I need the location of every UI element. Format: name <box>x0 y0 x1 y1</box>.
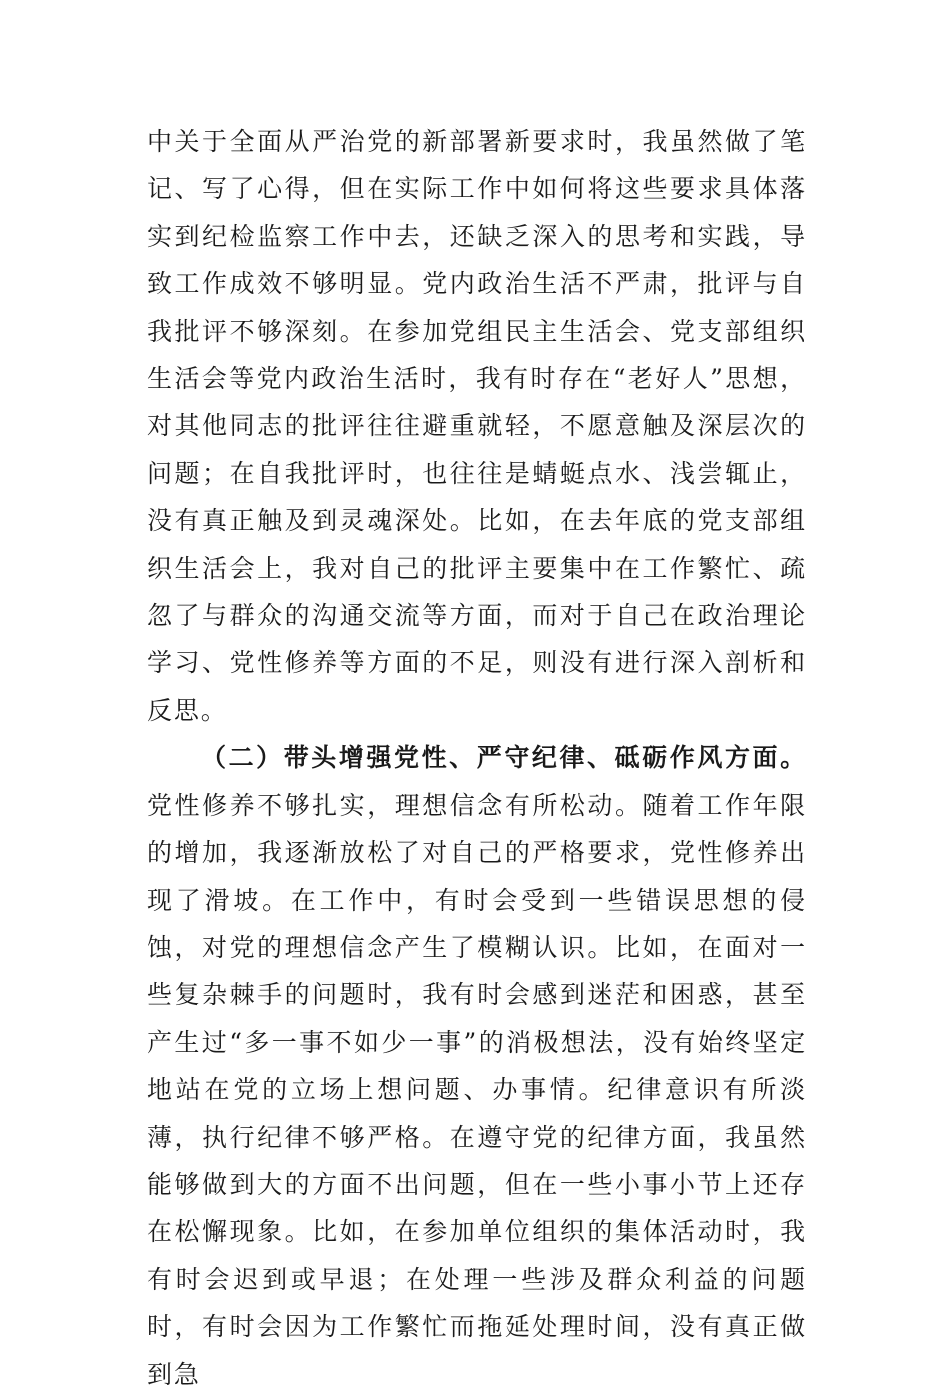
section-body: 党性修养不够扎实，理想信念有所松动。随着工作年限的增加，我逐渐放松了对自己的严格要求，党性修养出现了滑坡。在工作中，有时会受到一些错误思想的侵蚀，对党的理想信念产生了模糊认识。比如，在面对一些复杂棘手的问题时，我有时会感到迷茫和困惑，甚至产生过“多一事不如少一事”的消极想法，没有始终坚定地站在党的立场上想问题、办事情。纪律意识有所淡薄，执行纪律不够严格。在遵守党的纪律方面，我虽然能够做到大的方面不出问题，但在一些小事小节上还存在松懈现象。比如，在参加单位组织的集体活动时，我有时会迟到或早退；在处理一些涉及群众利益的问题时，有时会因为工作繁忙而拖延处理时间，没有真正做到急 <box>147 790 807 1389</box>
document-body <box>147 118 807 1398</box>
section-heading: （二）带头增强党性、严守纪律、砥砺作风方面。 <box>201 743 807 773</box>
paragraph-continued: 中关于全面从严治党的新部署新要求时，我虽然做了笔记、写了心得，但在实际工作中如何将这些要求具体落实到纪检监察工作中去，还缺乏深入的思考和实践，导致工作成效不够明显。党内政治生活不严肃，批评与自我批评不够深刻。在参加党组民主生活会、党支部组织生活会等党内政治生活时，我有时存在“老好人”思想，对其他同志的批评往往避重就轻，不愿意触及深层次的问题；在自我批评时，也往往是蜻蜓点水、浅尝辄止，没有真正触及到灵魂深处。比如，在去年底的党支部组织生活会上，我对自己的批评主要集中在工作繁忙、疏忽了与群众的沟通交流等方面，而对于自己在政治理论学习、党性修养等方面的不足，则没有进行深入剖析和反思。 <box>147 127 807 725</box>
paragraph-section-two <box>147 734 807 1398</box>
